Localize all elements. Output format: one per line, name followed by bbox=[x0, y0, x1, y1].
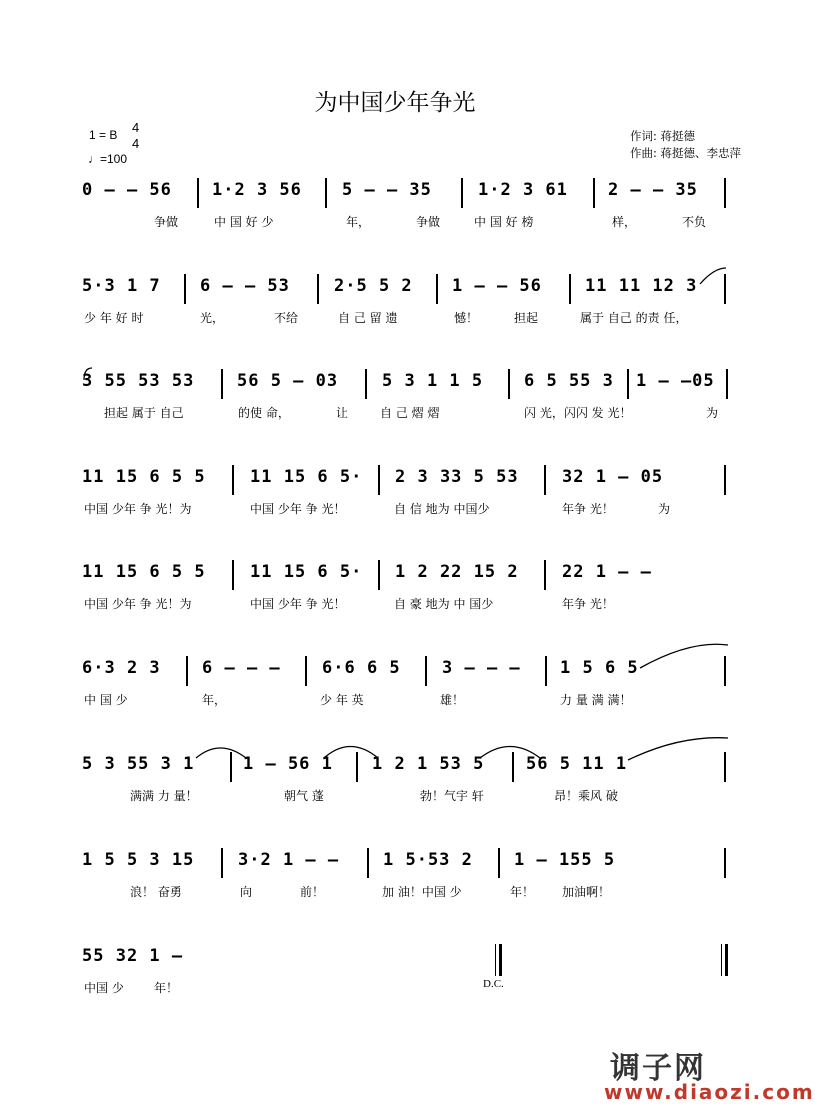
lyric: 少 年 英 bbox=[320, 693, 364, 707]
lyric: 雄！ bbox=[440, 693, 465, 707]
measure: 3·2 1 – – bbox=[238, 850, 340, 870]
measure: 11 15 6 5· bbox=[250, 467, 363, 487]
key-signature: 1 = B bbox=[89, 128, 118, 142]
section-end-barline bbox=[495, 944, 496, 976]
lyric: 年， bbox=[202, 693, 227, 707]
lyric: 中国 少年 争 光！ bbox=[250, 597, 346, 611]
lyricist-credit: 作词: 蒋挺德 bbox=[630, 129, 696, 143]
lyric: 中国 少 bbox=[84, 981, 124, 995]
meter-top: 4 bbox=[132, 120, 140, 135]
measure: 5 3 55 3 1 bbox=[82, 754, 195, 774]
measure: 56 5 – 03 bbox=[237, 371, 339, 391]
measure: 5 3 1 1 5 bbox=[382, 371, 484, 391]
measure: 1 5·53 2 bbox=[383, 850, 473, 870]
meter-bottom: 4 bbox=[132, 136, 140, 151]
lyric: 不负 bbox=[682, 215, 707, 229]
lyric: 让 bbox=[336, 406, 349, 420]
measure: 56 5 11 1 bbox=[526, 754, 628, 774]
measure: 2 – – 35 bbox=[608, 180, 698, 200]
lyric: 属于 自己 的责 任， bbox=[580, 311, 688, 325]
lyric: 中 国 好 榜 bbox=[474, 215, 534, 229]
lyric: 朝气 蓬 bbox=[284, 789, 324, 803]
lyric: 前！ bbox=[300, 885, 325, 899]
lyric: 昂！乘风 破 bbox=[554, 789, 618, 803]
measure: 1 5 6 5 bbox=[560, 658, 639, 678]
lyric: 样， bbox=[612, 215, 637, 229]
measure: 0 – – 56 bbox=[82, 180, 172, 200]
tempo-value: =100 bbox=[100, 152, 128, 166]
lyric: 自 信 地为 中国少 bbox=[394, 502, 490, 516]
lyric: 中国 少年 争 光！为 bbox=[84, 502, 192, 516]
da-capo-mark: D.C. bbox=[483, 978, 504, 990]
measure: 1 2 22 15 2 bbox=[395, 562, 519, 582]
final-barline-thick bbox=[725, 944, 728, 976]
lyric: 浪！ 奋勇 bbox=[130, 885, 182, 899]
measure: 5 – – 35 bbox=[342, 180, 432, 200]
lyric: 自 己 熠 熠 bbox=[380, 406, 440, 420]
watermark-logo: 调子网 bbox=[610, 1051, 706, 1086]
measure: 6·6 6 5 bbox=[322, 658, 401, 678]
final-barline bbox=[721, 944, 722, 976]
quarter-note-icon: ♩ bbox=[88, 152, 100, 166]
measure: 22 1 – – bbox=[562, 562, 652, 582]
measure: 2 3 33 5 53 bbox=[395, 467, 519, 487]
lyric: 的使 命， bbox=[238, 406, 290, 420]
measure: 6 – – 53 bbox=[200, 276, 290, 296]
lyric: 不给 bbox=[274, 311, 299, 325]
measure: 11 15 6 5 5 bbox=[82, 562, 206, 582]
measure: 3 55 53 53 bbox=[82, 371, 195, 391]
lyric: 加油啊！ bbox=[562, 885, 611, 899]
lyric: 光， bbox=[200, 311, 225, 325]
measure: 6 – – – bbox=[202, 658, 281, 678]
tempo-mark bbox=[88, 152, 127, 166]
lyric: 担起 bbox=[514, 311, 539, 325]
lyric: 为 bbox=[706, 406, 719, 420]
lyric: 年争 光！ bbox=[562, 502, 614, 516]
measure: 55 32 1 – bbox=[82, 946, 184, 966]
lyric: 中国 少年 争 光！ bbox=[250, 502, 346, 516]
lyric: 力 量 满 满！ bbox=[560, 693, 632, 707]
measure: 1 – 56 1 bbox=[243, 754, 333, 774]
measure: 1 2 1 53 5 bbox=[372, 754, 485, 774]
lyric: 勃！气宇 轩 bbox=[420, 789, 484, 803]
section-end-barline-thick bbox=[499, 944, 502, 976]
time-signature bbox=[132, 120, 139, 152]
measure: 3 – – – bbox=[442, 658, 521, 678]
watermark-url: www.diaozi.com bbox=[604, 1080, 815, 1104]
measure: 1·2 3 61 bbox=[478, 180, 568, 200]
measure: 2·5 5 2 bbox=[334, 276, 413, 296]
lyric: 年， bbox=[346, 215, 371, 229]
measure: 11 15 6 5 5 bbox=[82, 467, 206, 487]
measure: 11 11 12 3 bbox=[585, 276, 698, 296]
lyric: 年争 光！ bbox=[562, 597, 614, 611]
lyric: 中 国 好 少 bbox=[214, 215, 274, 229]
measure: 1 – 155 5 bbox=[514, 850, 616, 870]
measure: 11 15 6 5· bbox=[250, 562, 363, 582]
lyric: 担起 属于 自己 bbox=[104, 406, 184, 420]
lyric: 年！ bbox=[154, 981, 179, 995]
measure: 6 5 55 3 bbox=[524, 371, 614, 391]
lyric: 自 己 留 遗 bbox=[338, 311, 398, 325]
measure: 1 – –05 bbox=[636, 371, 715, 391]
measure: 6·3 2 3 bbox=[82, 658, 161, 678]
lyric: 加 油！中国 少 bbox=[382, 885, 462, 899]
lyric: 少 年 好 时 bbox=[84, 311, 144, 325]
measure: 1 – – 56 bbox=[452, 276, 542, 296]
song-title: 为中国少年争光 bbox=[314, 90, 476, 116]
lyric: 中 国 少 bbox=[84, 693, 128, 707]
lyric: 自 豪 地为 中 国少 bbox=[394, 597, 494, 611]
lyric: 闪 光，闪闪 发 光！ bbox=[524, 406, 632, 420]
composer-credit: 作曲: 蒋挺德、李忠萍 bbox=[630, 146, 742, 160]
lyric: 为 bbox=[658, 502, 671, 516]
lyric: 满满 力 量！ bbox=[130, 789, 198, 803]
lyric: 向 bbox=[240, 885, 253, 899]
lyric: 争做 bbox=[416, 215, 441, 229]
lyric: 中国 少年 争 光！为 bbox=[84, 597, 192, 611]
measure: 1·2 3 56 bbox=[212, 180, 302, 200]
measure: 32 1 – 05 bbox=[562, 467, 664, 487]
lyric: 憾！ bbox=[454, 311, 479, 325]
lyric: 争做 bbox=[154, 215, 179, 229]
measure: 5·3 1 7 bbox=[82, 276, 161, 296]
measure: 1 5 5 3 15 bbox=[82, 850, 195, 870]
lyric: 年！ bbox=[510, 885, 535, 899]
